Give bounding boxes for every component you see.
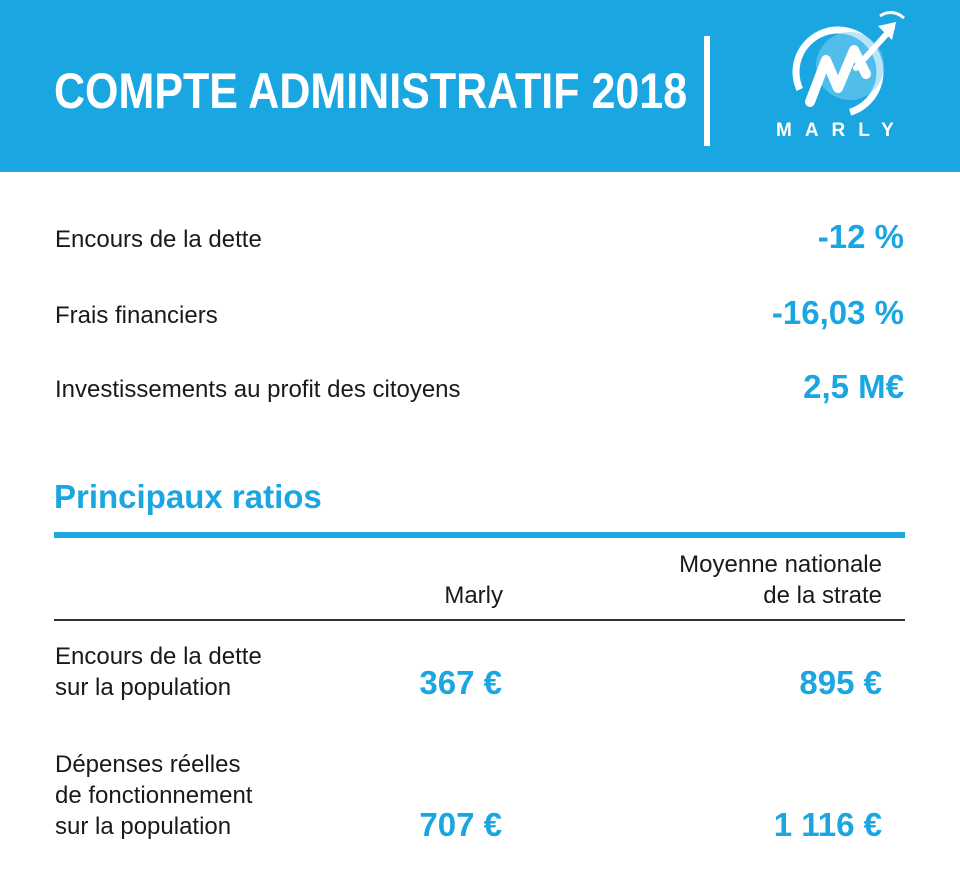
kpi-label-debt: Encours de la dette [55,226,262,253]
row-value-marly: 707 € [419,806,502,843]
logo-wordmark: MARLY [776,120,907,141]
column-header-marly: Marly [444,582,503,609]
header-divider [704,36,710,146]
column-header-national-line1: Moyenne nationale [679,551,882,578]
section-title-ratios: Principaux ratios [54,478,322,515]
table-header-rule [54,619,905,621]
row-value-national: 1 116 € [773,806,882,843]
kpi-value-debt: -12 % [817,218,904,255]
page-title: COMPTE ADMINISTRATIF 2018 [54,63,688,119]
row-label-line: de fonctionnement [55,782,253,809]
kpi-label-financial-costs: Frais financiers [55,302,218,329]
row-label-line: sur la population [55,813,232,840]
header-banner [0,0,960,172]
kpi-label-investments: Investissements au profit des citoyens [55,376,461,403]
column-header-national-line2: de la strate [763,582,882,609]
kpi-value-investments: 2,5 M€ [803,368,904,405]
row-value-national: 895 € [799,664,882,701]
row-value-marly: 367 € [419,664,502,701]
kpi-value-financial-costs: -16,03 % [771,294,904,331]
row-label-line: Encours de la dette [55,643,262,670]
section-rule [54,532,905,538]
row-label-line: sur la population [55,674,232,701]
marly-logo-icon [780,10,910,120]
row-label-line: Dépenses réelles [55,751,241,778]
